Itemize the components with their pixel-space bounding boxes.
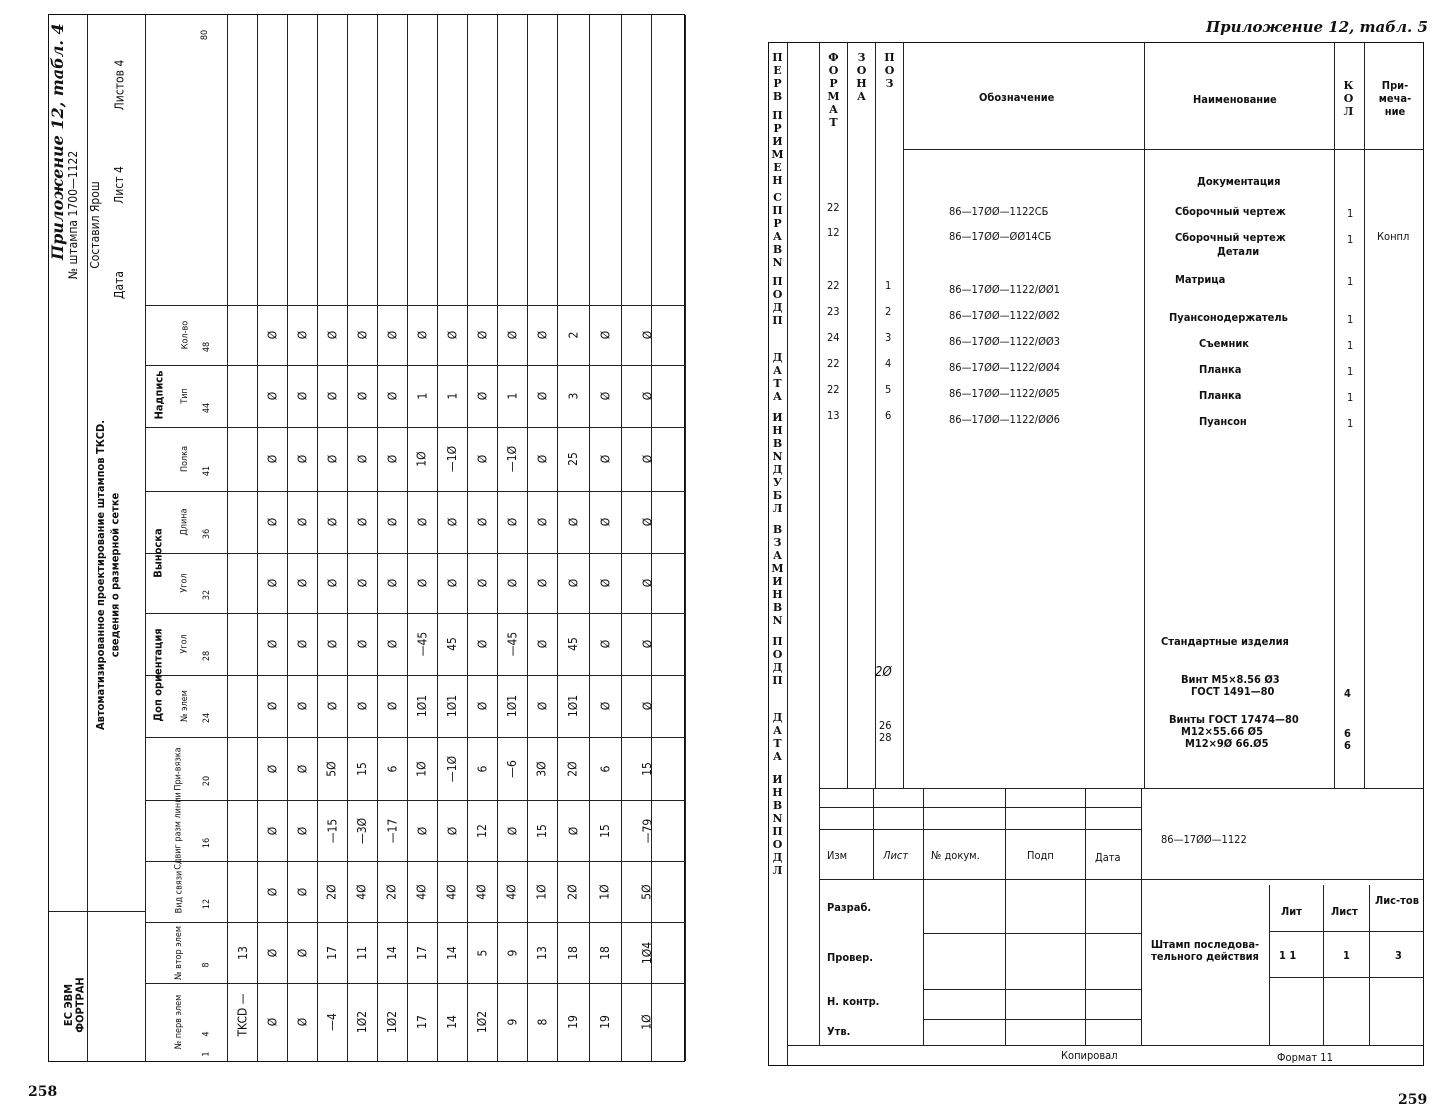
cell-r8-c0: 9 xyxy=(505,1018,519,1026)
cell-r12-c11: Ø xyxy=(640,330,654,340)
cell-r10-c1: 18 xyxy=(565,945,580,960)
column-label-7: Угол xyxy=(179,573,190,593)
cell-r8-c11: Ø xyxy=(505,330,519,340)
cell-r4-c5: Ø xyxy=(385,701,399,711)
cell-r7-c1: 5 xyxy=(475,949,489,956)
cell-r1-c8: Ø xyxy=(295,517,309,527)
cell-r0-c8: Ø xyxy=(265,517,279,527)
cell-r5-c2: 4Ø xyxy=(415,883,429,900)
cell-r10-c8: Ø xyxy=(566,517,580,527)
cell-r11-c2: 1Ø xyxy=(598,883,612,900)
cell-r5-c3: Ø xyxy=(415,826,429,835)
cell-r9-c9: Ø xyxy=(535,454,549,464)
cell-r6-c11: Ø xyxy=(445,330,459,340)
title-list2: Лист xyxy=(1331,905,1358,918)
spec-name-6: Планка xyxy=(1199,389,1242,402)
column-label-1: № втор элем xyxy=(173,925,184,980)
cell-r0-c5: Ø xyxy=(265,701,279,711)
header-end-code: 80 xyxy=(200,29,210,41)
column-code-6: 28 xyxy=(202,650,212,662)
cell-r5-c0: 17 xyxy=(414,1015,429,1029)
std-poz-1: 2Ø xyxy=(875,665,892,680)
spec-qty-6: 1 xyxy=(1347,391,1354,404)
cell-r9-c5: Ø xyxy=(535,701,549,711)
cell-r10-c6: 45 xyxy=(565,637,580,651)
cell-r2-c0: —4 xyxy=(324,1013,339,1031)
group-dop: Доп ориентация xyxy=(152,628,165,722)
cell-r2-c6: Ø xyxy=(325,639,339,649)
cell-r2-c9: Ø xyxy=(325,454,339,464)
cell-r3-c11: Ø xyxy=(355,330,369,340)
spec-poz-5: 4 xyxy=(885,357,892,370)
column-label-4: При-вязка xyxy=(174,746,184,791)
cell-r2-c2: 2Ø xyxy=(325,883,339,900)
spec-name-2: Матрица xyxy=(1175,273,1226,286)
std-screw-1-line1: Винт М5×8.56 Ø3 xyxy=(1181,673,1280,686)
cell-r1-c7: Ø xyxy=(295,578,309,588)
title-razrab: Разраб. xyxy=(827,901,872,914)
std-qty-3: 6 xyxy=(1344,739,1351,752)
spec-qty-2: 1 xyxy=(1347,275,1354,288)
section-details: Детали xyxy=(1217,245,1260,258)
spec-format-4: 24 xyxy=(827,331,840,344)
cell-r1-c10: Ø xyxy=(295,391,309,401)
title-kopiroval: Копировал xyxy=(1061,1049,1118,1062)
cell-r8-c8: Ø xyxy=(505,517,519,527)
title-format: Формат 11 xyxy=(1277,1051,1333,1064)
cell-r10-c9: 25 xyxy=(565,452,580,466)
side-podp2: ПОДП xyxy=(771,635,784,687)
header-oboznachenie: Обозначение xyxy=(979,91,1055,104)
cell-r3-c10: Ø xyxy=(355,391,369,401)
cell-r11-c10: Ø xyxy=(598,391,612,401)
cell-r10-c10: 3 xyxy=(566,392,580,400)
column-code-2: 12 xyxy=(202,898,212,909)
right-page-number: 259 xyxy=(1398,1092,1428,1108)
title-listov-val: 3 xyxy=(1395,949,1402,962)
cell-r4-c3: —17 xyxy=(384,818,399,843)
spec-qty-4: 1 xyxy=(1347,339,1354,352)
column-code-8: 36 xyxy=(202,528,212,540)
header-author: Составил Ярош xyxy=(88,181,102,269)
cell-r12-c9: Ø xyxy=(640,454,654,464)
spec-format-6: 22 xyxy=(827,383,840,396)
column-code-1: 8 xyxy=(202,961,212,968)
spec-format-7: 13 xyxy=(827,409,840,422)
cell-r7-c9: Ø xyxy=(475,454,489,464)
cell-r11-c0: 19 xyxy=(597,1015,612,1029)
cell-r0-c10: Ø xyxy=(265,391,279,401)
cell-r11-c3: 15 xyxy=(597,823,612,838)
spec-poz-2: 1 xyxy=(885,279,892,292)
cell-r0-c11: Ø xyxy=(265,330,279,340)
cell-r3-c9: Ø xyxy=(355,454,369,464)
cell-r7-c5: Ø xyxy=(475,701,489,711)
spec-designation-7: 86—17ØØ—1122/ØØ6 xyxy=(949,413,1060,426)
std-poz-2: 26 xyxy=(879,719,892,732)
cell-r1-c4: Ø xyxy=(295,764,309,773)
cell-r11-c5: Ø xyxy=(598,701,612,711)
cell-r11-c6: Ø xyxy=(598,639,612,649)
cell-r10-c11: 2 xyxy=(566,331,580,339)
header-primechanie: При-меча-ние xyxy=(1378,79,1412,118)
cell-r12-c7: Ø xyxy=(640,578,654,588)
title-list: Лист xyxy=(883,849,909,862)
cell-r4-c10: Ø xyxy=(385,391,399,401)
title-n-dokum: № докум. xyxy=(931,849,980,862)
cell-r9-c2: 1Ø xyxy=(535,883,549,900)
cell-r12-c4: 15 xyxy=(639,761,654,776)
column-label-2: Вид связи xyxy=(174,870,184,913)
cell-r11-c9: Ø xyxy=(598,454,612,464)
std-screws-line1: Винты ГОСТ 17474—80 xyxy=(1169,713,1299,726)
column-code-3: 16 xyxy=(202,837,212,848)
cell-r9-c6: Ø xyxy=(535,639,549,649)
title-podp: Подп xyxy=(1027,849,1054,862)
spec-qty-1: 1 xyxy=(1347,233,1354,246)
cell-r12-c3: —79 xyxy=(639,818,654,843)
spec-qty-3: 1 xyxy=(1347,313,1354,326)
title-listov: Лис-тов xyxy=(1375,894,1419,907)
cell-r7-c2: 4Ø xyxy=(475,883,489,900)
cell-r12-c0: 1Ø xyxy=(640,1014,654,1030)
cell-r8-c9: —1Ø xyxy=(504,445,519,473)
cell-r7-c4: 6 xyxy=(475,765,489,772)
header-date-label: Дата xyxy=(112,271,126,299)
side-column xyxy=(771,51,787,877)
cell-r8-c10: 1 xyxy=(505,392,519,400)
std-screw-1-line2: ГОСТ 1491—80 xyxy=(1191,685,1275,698)
std-poz-3: 28 xyxy=(879,731,892,744)
spec-qty-7: 1 xyxy=(1347,417,1354,430)
spec-designation-0: 86—17ØØ—1122СБ xyxy=(949,205,1049,218)
cell-r2-c1: 17 xyxy=(324,945,339,960)
cell-r3-c6: Ø xyxy=(355,639,369,649)
cell-r2-c4: 5Ø xyxy=(325,760,339,777)
header-kol: КОЛ xyxy=(1342,79,1355,118)
cell-r1-c0: Ø xyxy=(295,1017,309,1027)
column-code-5: 24 xyxy=(202,712,212,724)
cell-r2-c7: Ø xyxy=(325,578,339,588)
spec-name-7: Пуансон xyxy=(1199,415,1247,428)
cell-r10-c4: 2Ø xyxy=(566,760,580,777)
cell-r1-c2: Ø xyxy=(295,887,309,896)
spec-name-4: Съемник xyxy=(1199,337,1249,350)
cell-r11-c8: Ø xyxy=(598,517,612,527)
cell-r5-c8: Ø xyxy=(415,517,429,527)
cell-r6-c10: 1 xyxy=(445,392,459,400)
specification-table xyxy=(768,42,1424,1066)
right-caption: Приложение 12, табл. 5 xyxy=(1206,18,1428,36)
header-zona: ЗОНА xyxy=(855,51,868,103)
cell-r3-c5: Ø xyxy=(355,701,369,711)
cell-r7-c3: 12 xyxy=(474,823,489,838)
header-sheet: Лист 4 xyxy=(112,166,126,204)
column-label-9: Полка xyxy=(179,445,190,473)
spec-designation-3: 86—17ØØ—1122/ØØ2 xyxy=(949,309,1060,322)
cell-r0-c4: Ø xyxy=(265,764,279,773)
cell-r7-c6: Ø xyxy=(475,639,489,649)
cell-r12-c2: 5Ø xyxy=(640,883,654,900)
cell-r1-c6: Ø xyxy=(295,639,309,649)
title-lit-val: 1 1 xyxy=(1279,949,1297,962)
header-format: ФОРМАТ xyxy=(827,51,840,129)
cell-r5-c4: 1Ø xyxy=(415,760,429,777)
column-label-11: Кол-во xyxy=(180,320,190,350)
title-list-val: 1 xyxy=(1343,949,1350,962)
spec-format-3: 23 xyxy=(827,305,840,318)
spec-designation-4: 86—17ØØ—1122/ØØ3 xyxy=(949,335,1060,348)
cell-r2-c5: Ø xyxy=(325,701,339,711)
cell-r5-c10: 1 xyxy=(415,392,429,400)
column-label-5: № элем xyxy=(180,690,190,722)
title-doc-code: 86—17ØØ—1122 xyxy=(1161,833,1247,846)
cell-r1-c11: Ø xyxy=(295,330,309,340)
cell-r9-c8: Ø xyxy=(535,517,549,527)
cell-r3-c0: 1Ø2 xyxy=(354,1010,369,1034)
cell-r0-c2: Ø xyxy=(265,887,279,896)
cell-r7-c10: Ø xyxy=(475,391,489,401)
std-qty-1: 4 xyxy=(1344,687,1351,700)
cell-r7-c0: 1Ø2 xyxy=(474,1010,489,1034)
title-prover: Провер. xyxy=(827,951,873,964)
cell-r10-c0: 19 xyxy=(565,1015,580,1029)
cell-r10-c7: Ø xyxy=(566,578,580,588)
spec-designation-5: 86—17ØØ—1122/ØØ4 xyxy=(949,361,1060,374)
cell-r4-c8: Ø xyxy=(385,517,399,527)
side-primen: ПРИМЕН xyxy=(771,109,784,187)
header-computer-line2: ФОРТРАН xyxy=(73,977,87,1033)
header-sheets: Листов 4 xyxy=(112,59,126,111)
cell-r9-c4: 3Ø xyxy=(535,760,549,777)
spec-format-1: 12 xyxy=(827,226,840,239)
cell-r8-c3: Ø xyxy=(505,826,519,835)
cell-r10-c3: Ø xyxy=(566,826,580,835)
cell-r6-c3: Ø xyxy=(445,826,459,835)
cell-r7-c7: Ø xyxy=(475,578,489,588)
header-naimenovanie: Наименование xyxy=(1193,93,1277,106)
spec-designation-1: 86—17ØØ—ØØ14СБ xyxy=(949,230,1052,243)
cell-r6-c1: 14 xyxy=(444,945,459,960)
cell-r3-c1: 11 xyxy=(354,945,369,960)
spec-poz-6: 5 xyxy=(885,383,892,396)
column-label-8: Длина xyxy=(180,508,190,536)
column-code-11: 48 xyxy=(202,341,212,353)
cell-r9-c10: Ø xyxy=(535,391,549,401)
cell-r1-c5: Ø xyxy=(295,701,309,711)
column-label-6: Угол xyxy=(179,634,190,654)
column-code-0: 4 xyxy=(202,1031,212,1037)
title-izm: Изм xyxy=(827,849,848,862)
column-code-10: 44 xyxy=(202,402,212,414)
title-utv: Утв. xyxy=(827,1025,851,1038)
cell-r5-c9: 1Ø xyxy=(415,451,429,467)
cell-r8-c4: —6 xyxy=(504,759,519,778)
cell-r0-c3: Ø xyxy=(265,826,279,835)
cell-r1-c1: Ø xyxy=(295,948,309,957)
column-idx-0: 1 xyxy=(202,1051,212,1057)
cell-r3-c8: Ø xyxy=(355,517,369,527)
header-title-line1: Автоматизированное проектирование штампов ТКСD. xyxy=(94,419,108,731)
cell-r5-c6: —45 xyxy=(414,631,429,657)
spec-name-0: Сборочный чертеж xyxy=(1175,205,1286,218)
cell-r4-c1: 14 xyxy=(384,945,399,960)
column-label-3: Сдвиг разм линии xyxy=(174,791,184,870)
cell-r11-c4: 6 xyxy=(598,765,612,772)
cell-r2-c8: Ø xyxy=(325,517,339,527)
spec-poz-7: 6 xyxy=(885,409,892,422)
cell-r8-c7: Ø xyxy=(505,578,519,588)
column-label-10: Тип xyxy=(180,388,190,404)
side-podp: ПОДП xyxy=(771,275,784,327)
cell-r4-c7: Ø xyxy=(385,578,399,588)
cell-r9-c3: 15 xyxy=(534,823,549,838)
cell-r12-c5: Ø xyxy=(640,701,654,711)
header-title-line2: сведения о размерной сетке xyxy=(108,492,121,658)
spec-name-3: Пуансонодержатель xyxy=(1169,311,1288,324)
group-vynoska: Выноска xyxy=(151,528,165,578)
cell-r11-c7: Ø xyxy=(598,578,612,588)
left-caption: Приложение 12, табл. 4 xyxy=(48,23,67,260)
side-data: ДАТА xyxy=(771,351,784,403)
header-poz: ПОЗ xyxy=(883,51,896,90)
cell-r0-c0: Ø xyxy=(265,1017,279,1027)
section-documentation: Документация xyxy=(1197,175,1281,188)
cell-r4-c0: 1Ø2 xyxy=(384,1010,399,1034)
cell-r5-c11: Ø xyxy=(415,330,429,340)
group-nadpis: Надпись xyxy=(151,370,165,420)
cell-r0-c6: Ø xyxy=(265,639,279,649)
cell-r8-c1: 9 xyxy=(505,949,519,956)
cell-r3-c3: —3Ø xyxy=(354,817,369,844)
cell-r0-c7: Ø xyxy=(265,578,279,588)
spec-name-1: Сборочный чертеж xyxy=(1175,231,1286,244)
left-page-number: 258 xyxy=(28,1084,58,1100)
side-sprav: СПРАВN xyxy=(771,191,784,269)
title-lit: Лит xyxy=(1281,905,1302,918)
cell-r6-c9: —1Ø xyxy=(444,445,459,473)
cell-r12-c10: Ø xyxy=(640,391,654,401)
cell-r7-c11: Ø xyxy=(475,330,489,340)
left-page xyxy=(0,0,720,1106)
cell-r4-c4: 6 xyxy=(385,765,399,772)
cell-r6-c7: Ø xyxy=(445,578,459,588)
title-stamp-name: Штамп последова-тельного действия xyxy=(1150,938,1260,963)
cell-r11-c11: Ø xyxy=(598,330,612,340)
title-data: Дата xyxy=(1095,851,1121,864)
cell-r9-c11: Ø xyxy=(535,330,549,340)
first-row-label: TKCD — xyxy=(235,993,250,1037)
cell-r6-c8: Ø xyxy=(445,517,459,527)
cell-r4-c11: Ø xyxy=(385,330,399,340)
cell-r8-c5: 1Ø1 xyxy=(504,694,519,718)
cell-r7-c8: Ø xyxy=(475,517,489,527)
title-n-kontr: Н. контр. xyxy=(827,995,880,1008)
cell-r2-c10: Ø xyxy=(325,391,339,401)
cell-r11-c1: 18 xyxy=(597,945,612,960)
cell-r6-c6: 45 xyxy=(444,637,459,651)
cell-r5-c5: 1Ø1 xyxy=(414,694,429,718)
spec-format-2: 22 xyxy=(827,279,840,292)
cell-r3-c2: 4Ø xyxy=(355,883,369,900)
cell-r1-c9: Ø xyxy=(295,454,309,464)
cell-r9-c0: 8 xyxy=(535,1018,549,1026)
cell-r9-c1: 13 xyxy=(534,945,549,960)
spec-qty-0: 1 xyxy=(1347,207,1354,220)
spec-designation-2: 86—17ØØ—1122/ØØ1 xyxy=(949,283,1060,296)
cell-r3-c4: 15 xyxy=(354,761,369,776)
spec-note-1: Конпл xyxy=(1377,230,1410,243)
cell-r5-c7: Ø xyxy=(415,578,429,588)
cell-r4-c6: Ø xyxy=(385,639,399,649)
spec-poz-4: 3 xyxy=(885,331,892,344)
cell-r6-c4: —1Ø xyxy=(444,755,459,782)
std-screws-line3: М12×9Ø 66.Ø5 xyxy=(1185,737,1269,750)
column-code-4: 20 xyxy=(202,775,212,786)
side-inv-dubl: ИНВNДУБЛ xyxy=(771,411,784,515)
cell-r3-c7: Ø xyxy=(355,578,369,588)
cell-r6-c0: 14 xyxy=(444,1015,459,1029)
spec-format-5: 22 xyxy=(827,357,840,370)
first-row-value: 13 xyxy=(235,946,250,960)
cell-r9-c7: Ø xyxy=(535,578,549,588)
cell-r12-c1: 1Ø4 xyxy=(639,941,654,964)
cell-r4-c2: 2Ø xyxy=(385,883,399,900)
cell-r0-c9: Ø xyxy=(265,454,279,464)
spec-name-5: Планка xyxy=(1199,363,1242,376)
cell-r4-c9: Ø xyxy=(385,454,399,464)
cell-r8-c6: —45 xyxy=(504,631,519,657)
cell-r10-c2: 2Ø xyxy=(566,883,580,900)
side-data2: ДАТА xyxy=(771,711,784,763)
spec-poz-3: 2 xyxy=(885,305,892,318)
cell-r1-c3: Ø xyxy=(295,826,309,835)
cell-r10-c5: 1Ø1 xyxy=(565,694,580,718)
cell-r0-c1: Ø xyxy=(265,948,279,957)
cell-r5-c1: 17 xyxy=(414,945,429,960)
cell-r8-c2: 4Ø xyxy=(505,883,519,900)
spec-format-0: 22 xyxy=(827,201,840,214)
spec-designation-6: 86—17ØØ—1122/ØØ5 xyxy=(949,387,1060,400)
dimension-grid-table xyxy=(48,14,685,1062)
section-standard: Стандартные изделия xyxy=(1161,635,1289,648)
cell-r2-c3: —15 xyxy=(324,818,339,843)
header-computer-line1: ЕС ЭВМ xyxy=(62,983,75,1027)
std-qty-2: 6 xyxy=(1344,727,1351,740)
header-stamp-no: № штампа 1700—1122 xyxy=(66,150,80,280)
side-perv: ПЕРВ xyxy=(771,51,784,103)
cell-r6-c5: 1Ø1 xyxy=(444,694,459,718)
cell-r6-c2: 4Ø xyxy=(445,883,459,900)
cell-r12-c8: Ø xyxy=(640,517,654,527)
column-code-9: 41 xyxy=(202,465,212,477)
spec-qty-5: 1 xyxy=(1347,365,1354,378)
cell-r2-c11: Ø xyxy=(325,330,339,340)
column-label-0: № перв элем xyxy=(173,994,184,1050)
side-inv-podl: ИНВNПОДЛ xyxy=(771,773,784,877)
side-vzam: ВЗАМИНВN xyxy=(771,523,784,627)
std-screws-line2: М12×55.66 Ø5 xyxy=(1181,725,1263,738)
column-code-7: 32 xyxy=(202,589,212,601)
cell-r12-c6: Ø xyxy=(640,639,654,649)
